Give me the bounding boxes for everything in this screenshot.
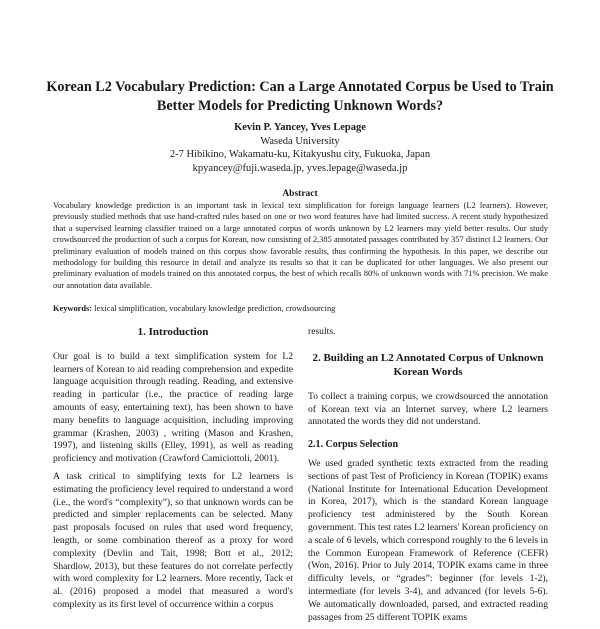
abstract-text: Vocabulary knowledge prediction is an important task in lexical text simplification for foreign language learners (L2 learners). However, previously studied methods that use hand-crafted rules based on one or two word features have had limited success. A recent study hypothesized that a supervised learning classifier trained on a large annotated corpus of words unknown by L2 learners may yield better results. Our study crowdsourced the production of such a corpus for Korean, now consisting of 2,385 annotated passages contributed by 357 distinct L2 learners. Our preliminary evaluation of models trained on this corpus show favorable results, thus confirming the hypothesis. In this paper, we describe our methodology for building this resource in detail and analyze its results so that it can be duplicated for other languages. We also present our preliminary evaluation of models trained on this annotated corpus, the best of which recalls 80% of unknown words with 71% precision. We make our annotation data available. bbox=[53, 201, 548, 290]
author-block bbox=[60, 121, 540, 175]
section-heading-introduction: 1. Introduction bbox=[137, 326, 209, 338]
affiliation: Waseda University bbox=[260, 135, 340, 147]
left-column bbox=[53, 326, 293, 617]
subsection-paragraph-1: We used graded synthetic texts extracted from the reading sections of past Test of Proficiency in Korean (TOPIK) exams (National Institute for International Education Development in Korea, 2017), which is the standard Korean language proficiency test administered by the South Korean government. This test rates L2 learners' Korean proficiency on a scale of 6 levels, which correspond roughly to the 6 levels in the Common European Framework of Reference (CEFR) (Won, 2016). Prior to July 2014, TOPIK exams came in three difficulty levels, or “grades”: beginner (for levels 1-2), intermediate (for levels 3-4), and advanced (for levels 5-6). We automatically downloaded, parsed, and extracted reading passages from 25 different TOPIK exams bbox=[308, 457, 548, 623]
abstract-heading: Abstract bbox=[282, 189, 318, 199]
continued-text: results. bbox=[308, 326, 336, 337]
intro-paragraph-2: A task critical to simplifying texts for L2 learners is estimating the proficiency level required to understand a word (i.e., the word's “complexity”), so that unknown words can be predicted and simpler replacements can be selected. Many past proposals focused on rules that used word frequency, length, or some combination thereof as a proxy for word complexity (Devlin and Tait, 1998; Bott et al., 2012; Shardlow, 2013), but these features do not correlate perfectly with word complexity for L2 learners. More recently, Tack et al. (2016) proposed a model that measured a word's complexity as its first level of occurrence within a corpus bbox=[53, 470, 293, 610]
right-column bbox=[308, 326, 548, 629]
emails: kpyancey@fuji.waseda.jp, yves.lepage@waseda.jp bbox=[192, 162, 408, 174]
keywords-line bbox=[53, 304, 548, 313]
section2-paragraph-1: To collect a training corpus, we crowdsourced the annotation of Korean text via an Internet survey, where L2 learners annotated the words they did not understand. bbox=[308, 390, 548, 428]
keywords-label: Keywords: bbox=[53, 304, 93, 313]
keywords-text: lexical simplification, vocabulary knowledge prediction, crowdsourcing bbox=[94, 304, 336, 313]
intro-paragraph-1: Our goal is to build a text simplification system for L2 learners of Korean to aid reading comprehension and expedite language acquisition through reading. Reading, and extensive reading in particular (i.e., the practice of reading large amounts of easy, entertaining text), has been shown to have many benefits to language acquisition, including improving grammar (Krashen, 2003) , writing (Mason and Krashen, 1997), and listening skills (Elley, 1991), as well as reading proficiency and motivation (Crawford Camiciottoli, 2001). bbox=[53, 350, 293, 465]
section-heading-building-corpus: 2. Building an L2 Annotated Corpus of Unknown Korean Words bbox=[312, 351, 544, 378]
paper-title: Korean L2 Vocabulary Prediction: Can a Large Annotated Corpus be Used to Train Better Models for Predicting Unknown Words? bbox=[46, 79, 554, 114]
address: 2-7 Hibikino, Wakamatu-ku, Kitakyushu city, Fukuoka, Japan bbox=[169, 149, 431, 160]
subsection-heading-corpus-selection: 2.1. Corpus Selection bbox=[308, 439, 398, 451]
author-names: Kevin P. Yancey, Yves Lepage bbox=[234, 122, 366, 133]
